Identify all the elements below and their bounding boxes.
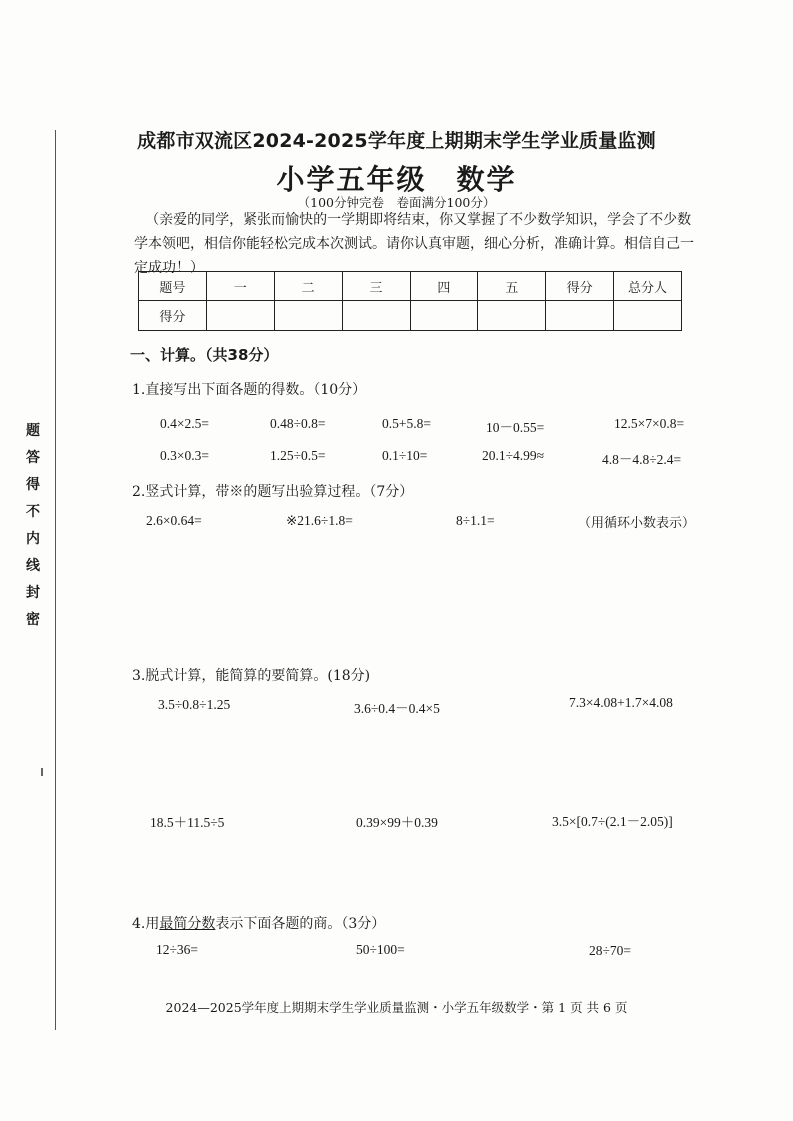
binding-char: 封 bbox=[26, 585, 40, 601]
binding-line bbox=[55, 130, 56, 1030]
score-cell[interactable] bbox=[614, 301, 682, 331]
intro-text: （亲爱的同学，紧张而愉快的一学期即将结束，你又掌握了不少数学知识，学会了不少数学本领吧，相信你能轻松完成本次测试。请你认真审题，细心分析，准确计算。相信自己一定成功！） bbox=[134, 212, 694, 276]
score-table-header-row bbox=[139, 272, 682, 301]
q4-item: 50÷100= bbox=[356, 942, 405, 957]
question-1-heading: 1.直接写出下面各题的得数。（10分） bbox=[132, 382, 367, 398]
binding-char: 得 bbox=[26, 477, 40, 493]
q1-item: 0.1÷10= bbox=[382, 448, 428, 463]
binding-char: 密 bbox=[26, 612, 40, 628]
q2-item: 2.6×0.64= bbox=[146, 513, 202, 528]
q1-item: 1.25÷0.5= bbox=[270, 448, 326, 463]
margin-tick bbox=[41, 768, 43, 776]
score-header-cell: 一 bbox=[206, 272, 274, 301]
score-header-cell: 五 bbox=[478, 272, 546, 301]
q3-item: 3.5÷0.8÷1.25 bbox=[158, 697, 231, 712]
q1-item: 12.5×7×0.8= bbox=[614, 416, 685, 431]
score-cell[interactable] bbox=[274, 301, 342, 331]
score-header-cell: 总分人 bbox=[614, 272, 682, 301]
exam-subject: 小学五年级 数学 bbox=[276, 163, 517, 196]
score-header-cell: 四 bbox=[410, 272, 478, 301]
q1-item: 0.3×0.3= bbox=[160, 448, 209, 463]
q4-item: 28÷70= bbox=[589, 943, 632, 958]
q3-item: 0.39×99＋0.39 bbox=[356, 815, 438, 830]
section-title: 一、计算。（共38分） bbox=[130, 346, 279, 364]
score-header-cell: 三 bbox=[342, 272, 410, 301]
binding-char: 不 bbox=[26, 504, 40, 520]
q2-item: 8÷1.1= bbox=[456, 513, 495, 528]
score-table-score-row bbox=[139, 301, 682, 331]
binding-char: 题 bbox=[26, 423, 40, 439]
q2-note: （用循环小数表示） bbox=[578, 516, 696, 531]
binding-char: 线 bbox=[26, 558, 40, 574]
score-cell[interactable] bbox=[478, 301, 546, 331]
question-2-heading: 2.竖式计算，带※的题写出验算过程。（7分） bbox=[132, 484, 414, 500]
score-cell[interactable] bbox=[206, 301, 274, 331]
q1-item: 10－0.55= bbox=[486, 420, 545, 435]
question-4-heading bbox=[132, 913, 385, 933]
binding-char: 答 bbox=[26, 450, 40, 466]
q4-heading-post: 表示下面各题的商。（3分） bbox=[215, 916, 386, 932]
question-3-heading: 3.脱式计算，能简算的要简算。(18分) bbox=[132, 668, 371, 684]
score-header-cell: 题号 bbox=[139, 272, 207, 301]
score-row-label: 得分 bbox=[139, 301, 207, 331]
q3-item: 3.5×[0.7÷(2.1－2.05)] bbox=[552, 814, 673, 829]
q4-item: 12÷36= bbox=[156, 942, 199, 957]
binding-margin-text bbox=[22, 418, 44, 634]
page-footer: 2024—2025学年度上期期末学生学业质量监测・小学五年级数学・第 1 页 共 6 页 bbox=[165, 1000, 628, 1015]
q3-item: 7.3×4.08+1.7×4.08 bbox=[569, 695, 673, 710]
q4-heading-emphasis: 最简分数 bbox=[159, 916, 216, 932]
score-header-cell: 得分 bbox=[546, 272, 614, 301]
q4-heading-pre: 4.用 bbox=[132, 916, 160, 932]
score-header-cell: 二 bbox=[274, 272, 342, 301]
exam-subtitle: （100分钟完卷 卷面满分100分） bbox=[297, 195, 496, 210]
q1-item: 4.8－4.8÷2.4= bbox=[602, 452, 682, 467]
score-table bbox=[138, 271, 682, 331]
q3-item: 3.6÷0.4－0.4×5 bbox=[354, 701, 440, 716]
q2-item: ※21.6÷1.8= bbox=[286, 513, 353, 528]
q1-item: 0.4×2.5= bbox=[160, 416, 209, 431]
q1-item: 0.48÷0.8= bbox=[270, 416, 326, 431]
q1-item: 20.1÷4.99≈ bbox=[482, 448, 545, 463]
binding-char: 内 bbox=[26, 531, 40, 547]
q3-item: 18.5＋11.5÷5 bbox=[150, 815, 225, 830]
score-cell[interactable] bbox=[546, 301, 614, 331]
score-cell[interactable] bbox=[410, 301, 478, 331]
q1-item: 0.5+5.8= bbox=[382, 416, 431, 431]
exam-title: 成都市双流区2024-2025学年度上期期末学生学业质量监测 bbox=[137, 130, 656, 152]
score-cell[interactable] bbox=[342, 301, 410, 331]
